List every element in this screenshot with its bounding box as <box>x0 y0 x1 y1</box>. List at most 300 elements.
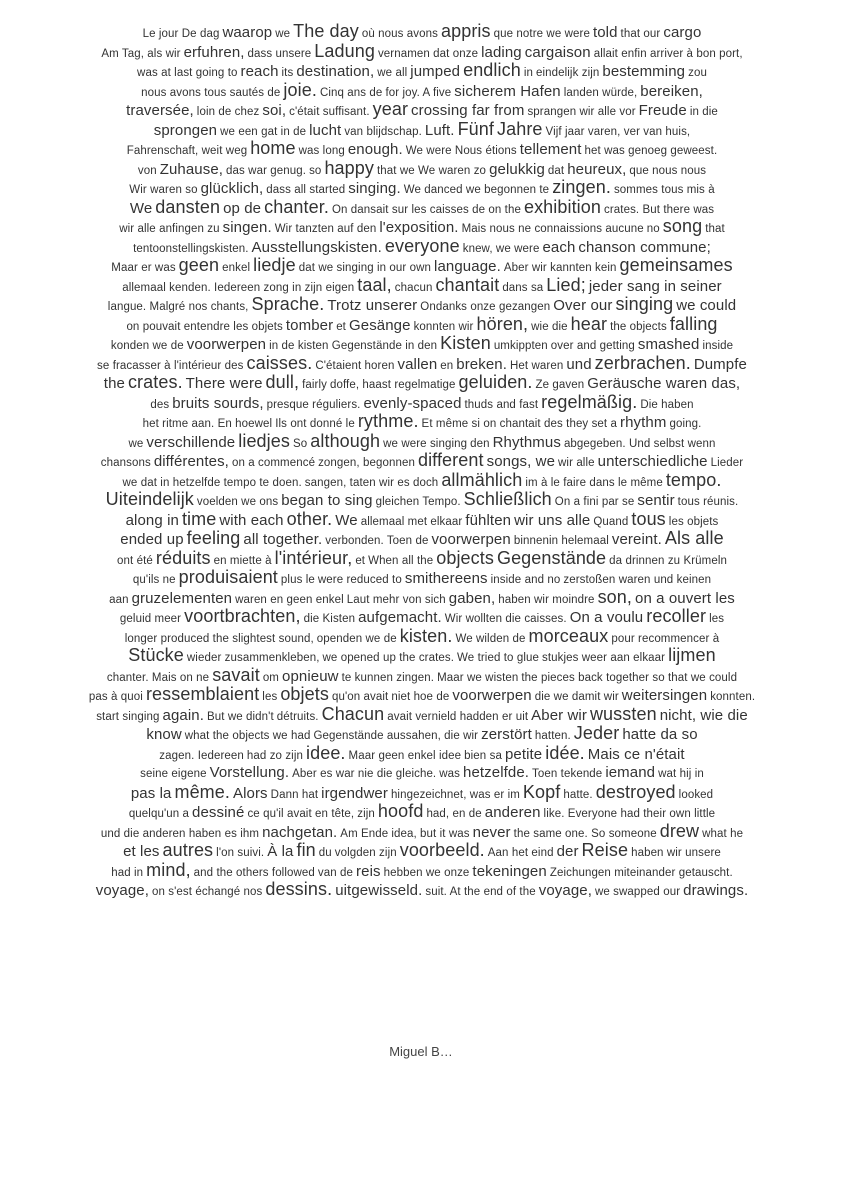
poem-phrase: son, <box>597 586 632 607</box>
poem-phrase: told <box>592 24 618 41</box>
poem-phrase: vereint. <box>611 531 662 548</box>
poem-phrase: On a fini par se <box>554 496 635 508</box>
poem-line <box>44 120 800 140</box>
poem-phrase: ressemblaient <box>145 684 260 704</box>
poem-phrase: language. <box>434 258 501 275</box>
poem-phrase: idée. <box>545 742 585 763</box>
poem-phrase: ce qu'il avait en tête, <box>247 808 355 820</box>
poem-phrase: that our <box>620 28 661 40</box>
poem-phrase: glücklich, <box>200 180 264 197</box>
poem-phrase: Aber wir <box>531 706 587 724</box>
poem-phrase: où nous avons <box>361 28 438 40</box>
poem-phrase: everyone <box>384 235 460 256</box>
poem-phrase: for joy. A five <box>385 86 452 99</box>
poem-phrase: crates. But there was <box>604 203 715 216</box>
poem-phrase: zou <box>688 67 707 79</box>
poem-phrase: sommes tous mis à <box>613 184 715 196</box>
poem-line <box>44 256 800 276</box>
poem-line <box>44 880 800 900</box>
poem-line <box>44 685 800 705</box>
poem-phrase: we een gat in de <box>220 125 307 138</box>
poem-phrase: ended up <box>120 531 184 548</box>
poem-phrase: When all the <box>368 554 434 567</box>
poem-phrase: enough. <box>347 141 403 158</box>
poem-phrase: Gegenstände <box>496 547 607 568</box>
poem-phrase: bien sa <box>464 749 502 762</box>
poem-line <box>44 510 800 530</box>
poem-phrase: l'on suivi. <box>216 847 265 859</box>
poem-line <box>44 822 800 842</box>
poem-phrase: et <box>336 320 346 333</box>
poem-phrase: breken. <box>456 355 507 373</box>
poem-phrase: niet hoe de <box>391 691 450 703</box>
poem-phrase: les <box>709 613 725 625</box>
poem-phrase: Over our <box>553 297 613 314</box>
poem-phrase: geluiden. <box>458 372 533 392</box>
poem-line <box>44 42 800 62</box>
poem-phrase: So <box>292 437 308 450</box>
poem-phrase: Maar we wisten <box>437 671 519 684</box>
poem-phrase: wat hij in <box>658 768 704 780</box>
poem-phrase: song <box>662 216 703 236</box>
poem-line <box>44 607 800 627</box>
poem-phrase: reis <box>356 862 381 880</box>
poem-line <box>44 744 800 764</box>
poem-phrase: liedje <box>253 255 296 275</box>
poem-phrase: objets <box>280 684 329 704</box>
poem-phrase: anderen <box>484 804 541 821</box>
poem-phrase: openden we de <box>316 632 397 645</box>
poem-phrase: what the objects we had <box>184 730 311 742</box>
poem-phrase: mind, <box>146 859 191 880</box>
poem-phrase: heureux, <box>567 160 627 178</box>
poem-phrase: Ondanks onze gezangen <box>420 301 551 313</box>
poem-phrase: soi, <box>262 102 287 119</box>
poem-phrase: with each <box>219 511 284 529</box>
poem-phrase: we could <box>676 297 737 314</box>
poem-phrase: Ladung <box>314 40 375 61</box>
poem-phrase: van blijdschap. <box>344 125 422 138</box>
poem-phrase: des <box>150 398 170 411</box>
poem-phrase: that <box>705 223 725 235</box>
poem-phrase: bestemming <box>602 63 686 80</box>
poem-phrase: wussten <box>589 703 657 724</box>
poem-phrase: on a ouvert les <box>635 589 735 607</box>
poem-phrase: autres <box>162 840 214 860</box>
poem-phrase: that we We waren zo <box>376 164 487 177</box>
poem-phrase: von <box>137 164 157 177</box>
poem-phrase: chanter. <box>264 196 329 217</box>
poem-line <box>44 237 800 257</box>
poem-phrase: zerbrachen. <box>594 352 691 373</box>
poem-phrase: Gegenstände aussahen, die wir <box>313 730 479 742</box>
poem-phrase: on s'est échangé nos <box>152 886 263 898</box>
poem-phrase: Vijf jaar varen, ver van huis, <box>545 125 691 138</box>
poem-phrase: Als alle <box>664 528 724 548</box>
poem-phrase: longer produced the slightest sound, <box>124 632 314 645</box>
poem-phrase: qu'on avait <box>331 691 389 703</box>
poem-phrase: smashed <box>637 336 700 353</box>
poem-phrase: the same one. So someone <box>513 827 657 840</box>
poem-phrase: waarop <box>222 24 273 41</box>
poem-phrase: lucht <box>309 121 342 139</box>
poem-line <box>44 705 800 725</box>
poem-phrase: tekeningen <box>472 862 547 880</box>
poem-phrase: waren en geen enkel <box>235 593 344 606</box>
poem-phrase: Am Tag, als wir <box>101 47 181 60</box>
poem-phrase: Jeder <box>573 723 620 743</box>
poem-phrase: dat <box>547 164 565 177</box>
poem-phrase: so <box>309 164 322 177</box>
poem-phrase: idee. <box>306 742 346 763</box>
poem-line <box>44 295 800 315</box>
poem-phrase: zongen, begonnen <box>318 457 415 469</box>
poem-phrase: rythme. <box>357 411 419 431</box>
poem-phrase: tous <box>631 508 666 529</box>
poem-phrase: wir alle <box>558 457 595 469</box>
poem-phrase: petite <box>504 745 543 763</box>
poem-line <box>44 451 800 471</box>
poem-phrase: On dansait sur les caisses de on the <box>331 203 521 216</box>
poem-phrase: But we didn't <box>206 710 274 723</box>
poem-line <box>44 334 800 354</box>
poem-phrase: dansten <box>155 196 221 217</box>
poem-phrase: Et même si on chantait des they set a <box>421 418 618 430</box>
poem-phrase: gleichen Tempo. <box>375 496 461 508</box>
poem-phrase: allemaal met elkaar <box>360 515 463 528</box>
poem-phrase: over and getting <box>550 340 635 352</box>
poem-phrase: Mais nous ne connaissions aucune <box>461 223 644 235</box>
poem-line <box>44 666 800 686</box>
poem-phrase: joie. <box>283 79 317 100</box>
poem-phrase: avait vernield hadden er uit <box>387 710 529 723</box>
poem-phrase: smithereens <box>404 570 488 587</box>
poem-phrase: vernamen dat onze <box>377 47 479 60</box>
poem-phrase: die Kisten <box>303 613 356 625</box>
poem-phrase: songs, we <box>486 453 556 470</box>
poem-phrase: drawings. <box>683 882 749 899</box>
poem-phrase: zagen. Iedereen <box>159 749 244 762</box>
poem-phrase: Schließlich <box>463 489 552 509</box>
poem-phrase: had zo zijn <box>246 749 303 762</box>
poem-phrase: l'intérieur, <box>274 547 353 568</box>
poem-line <box>44 315 800 335</box>
poem-phrase: Le jour De dag <box>142 28 220 40</box>
poem-phrase: iemand <box>605 764 656 781</box>
poem-phrase: tempo. <box>665 469 722 490</box>
poem-phrase: uitgewisseld. <box>335 882 423 899</box>
poem-phrase: caisses. <box>246 352 313 373</box>
poem-phrase: inside and no <box>490 574 561 586</box>
poem-phrase: aan <box>109 593 129 606</box>
poem-phrase: voorwerpen <box>186 336 267 353</box>
poem-phrase: opnieuw <box>282 667 339 685</box>
poem-phrase: each <box>542 238 576 256</box>
poem-phrase: plus le <box>280 574 315 586</box>
poem-phrase: enkel <box>222 262 251 274</box>
poem-phrase: singing <box>615 294 674 314</box>
poem-phrase: on pouvait entendre les objets <box>126 320 283 333</box>
poem-phrase: nachgetan. <box>262 823 338 841</box>
poem-phrase: tentoonstellingskisten. <box>133 242 249 255</box>
poem-phrase: destination, <box>296 63 375 80</box>
poem-phrase: Luft. <box>424 121 455 139</box>
poem-phrase: het was genoeg geweest. <box>584 145 718 157</box>
poem-phrase: Cinq ans de <box>319 86 383 99</box>
poem-phrase: Fünf <box>457 118 494 139</box>
poem-phrase: We <box>335 511 358 529</box>
poem-phrase: year <box>372 99 409 119</box>
poem-phrase: konnten. <box>710 691 756 703</box>
poem-phrase: l'exposition. <box>379 219 459 236</box>
poem-line <box>44 354 800 374</box>
poem-phrase: knew, we were <box>462 242 540 255</box>
poem-phrase: morceaux <box>528 625 609 646</box>
poem-phrase: wir alle anfingen zu <box>119 223 220 235</box>
poem-phrase: destroyed <box>595 781 676 802</box>
poem-phrase: chacun <box>394 281 433 294</box>
poem-phrase: sprangen wir alle vor <box>527 106 636 118</box>
poem-phrase: the <box>103 375 125 392</box>
poem-phrase: Aber es war nie die gleiche. <box>292 768 437 780</box>
poem-phrase: we were singing <box>383 437 468 450</box>
poem-phrase: dass unsere <box>247 47 312 60</box>
poem-phrase: singing. <box>348 180 401 197</box>
poem-phrase: regelmäßig. <box>541 391 638 412</box>
poem-phrase: hear <box>570 313 608 334</box>
poem-phrase: was at last going to <box>137 67 238 79</box>
poem-phrase: quelqu'un a <box>128 808 190 820</box>
poem-phrase: aufgemacht. <box>358 609 442 626</box>
poem-phrase: we all <box>377 67 408 79</box>
poem-phrase: hatte da so <box>622 726 698 743</box>
poem-phrase: umkippten <box>493 340 548 352</box>
poem-phrase: inside <box>702 340 734 352</box>
poem-line <box>44 627 800 647</box>
poem-phrase: sentir <box>637 492 675 509</box>
poem-phrase: hingezeichnet, was er im <box>390 788 520 801</box>
poem-phrase: Toen tekende <box>532 768 603 780</box>
poem-phrase: zerstoßen waren und keinen <box>563 574 712 586</box>
poem-phrase: zerstört <box>481 726 532 743</box>
poem-phrase: we dat in hetzelfde tempo te doen. <box>122 476 302 489</box>
poem-phrase: taal, <box>357 274 392 295</box>
poem-phrase: tous réunis. <box>677 496 739 508</box>
poem-phrase: presque réguliers. <box>266 398 361 411</box>
poem-phrase: different <box>417 450 484 470</box>
poem-phrase: We wilden de <box>455 632 526 645</box>
poem-line <box>44 802 800 822</box>
poem-phrase: although <box>310 430 381 451</box>
poem-phrase: voortbrachten, <box>184 606 301 626</box>
poem-phrase: loin de chez <box>196 106 260 118</box>
poem-line <box>44 217 800 237</box>
poem-phrase: jumped <box>410 63 461 80</box>
poem-phrase: pour recommencer à <box>611 632 720 645</box>
poem-phrase: Quand <box>593 515 629 528</box>
poem-phrase: cargo <box>663 24 702 41</box>
poem-phrase: home <box>250 138 296 158</box>
poem-phrase: du <box>318 847 332 859</box>
poem-phrase: qu'ils ne <box>132 574 176 586</box>
poem-phrase: rhythm <box>620 414 667 431</box>
poem-phrase: The day <box>293 21 359 41</box>
poem-phrase: Kisten <box>440 333 491 353</box>
poem-phrase: objects <box>436 547 494 568</box>
poem-line <box>44 159 800 179</box>
poem-phrase: other. <box>286 508 333 529</box>
poem-phrase: hatte. <box>563 788 593 801</box>
poem-phrase: om <box>262 671 279 684</box>
poem-phrase: gaben, <box>448 589 496 607</box>
poem-phrase: Ze gaven <box>535 379 585 391</box>
poem-phrase: unterschiedliche <box>597 453 708 470</box>
poem-phrase: en <box>440 359 454 372</box>
poem-phrase: wie die <box>531 320 568 333</box>
poem-phrase: volgden zijn <box>334 847 397 859</box>
poem-phrase: pas à quoi <box>88 691 143 703</box>
poem-phrase: Freude <box>638 102 687 119</box>
poem-phrase: Am Ende <box>340 827 389 840</box>
poem-phrase: irgendwer <box>321 784 388 802</box>
poem-line <box>44 646 800 666</box>
poem-phrase: À la <box>267 843 294 860</box>
poem-phrase: op de <box>223 199 262 217</box>
poem-phrase: exhibition <box>523 196 602 217</box>
poem-phrase: Wir waren so <box>129 184 198 196</box>
poem-phrase: geluid meer <box>119 613 182 625</box>
poem-phrase: endlich <box>463 60 521 80</box>
poem-phrase: den <box>470 437 490 450</box>
poem-phrase: never <box>472 823 511 841</box>
poem-phrase: happy <box>324 157 374 178</box>
poem-phrase: allait enfin arriver à bon port, <box>593 47 743 60</box>
poem-line <box>44 783 800 803</box>
poem-phrase: réduits <box>155 547 211 568</box>
poem-phrase: das war genug. <box>226 164 307 177</box>
poem-phrase: we <box>275 28 291 40</box>
poem-phrase: Maar geen enkel idee <box>348 749 462 762</box>
poem-phrase: dans sa <box>502 281 544 294</box>
poem-phrase: Trotz unserer <box>327 297 418 314</box>
poem-phrase: had in <box>111 866 144 879</box>
poem-phrase: Dann hat <box>270 788 319 801</box>
poem-phrase: voorbeeld. <box>399 840 485 860</box>
poem-phrase: allmählich <box>441 469 523 490</box>
poem-line <box>44 139 800 159</box>
poem-phrase: wir uns alle <box>514 511 591 529</box>
poem-phrase: fin <box>296 840 316 860</box>
poem-phrase: Zuhause, <box>159 160 224 178</box>
poem-phrase: Die haben <box>640 398 694 411</box>
poem-phrase: liedjes <box>238 430 290 451</box>
poem-phrase: Jahre <box>497 118 543 139</box>
poem-phrase: We tried to glue <box>457 652 539 664</box>
poem-line <box>44 22 800 42</box>
poem-phrase: Zeichungen miteinander getauscht. <box>549 866 733 879</box>
poem-phrase: suit. At the end of the <box>425 886 536 898</box>
poem-phrase: Ils ont donné le <box>275 418 355 430</box>
poem-phrase: gruzelementen <box>131 589 233 607</box>
poem-phrase: Het waren <box>510 359 564 372</box>
poem-line <box>44 490 800 510</box>
poem-phrase: On a voulu <box>569 609 644 626</box>
poem-phrase: falling <box>669 313 718 334</box>
poem-phrase: Gesänge <box>348 316 411 334</box>
poem-phrase: Stücke <box>128 645 184 665</box>
poem-phrase: Aan het eind <box>487 847 554 859</box>
poem-phrase: in <box>523 67 533 79</box>
poem-phrase: thuds and fast <box>464 398 539 411</box>
poem-line <box>44 432 800 452</box>
poem-phrase: Toen de <box>386 535 429 547</box>
poem-phrase: We <box>129 199 153 217</box>
poem-phrase: Dumpfe <box>693 355 747 373</box>
poem-line <box>44 198 800 218</box>
poem-phrase: hetzelfde. <box>463 764 530 781</box>
poem-phrase: were reduced to <box>317 574 402 586</box>
poem-phrase: produisaient <box>178 567 278 587</box>
poem-phrase: crossing far from <box>411 102 525 119</box>
poem-phrase: gelukkig <box>489 160 545 178</box>
poem-line <box>44 549 800 569</box>
poem-phrase: van de <box>317 866 354 879</box>
poem-phrase: même. <box>174 781 230 802</box>
poem-phrase: erfuhren, <box>183 43 245 61</box>
poem-phrase: landen würde, <box>563 86 638 99</box>
poem-line <box>44 471 800 491</box>
poem-phrase: Sprache. <box>251 294 325 314</box>
poem-phrase: Chacun <box>321 703 385 724</box>
poem-phrase: lading <box>481 43 522 61</box>
poem-phrase: voyage, <box>538 882 592 899</box>
poem-line <box>44 588 800 608</box>
word-cloud-poem <box>44 22 800 900</box>
poem-phrase: hatten. <box>534 730 571 742</box>
poem-phrase: Laut mehr von sich <box>346 593 446 606</box>
poem-phrase: Lied; <box>546 274 586 295</box>
poem-phrase: There were <box>185 375 263 392</box>
poem-phrase: vallen <box>397 355 438 373</box>
poem-line <box>44 276 800 296</box>
poem-phrase: het ritme aan. En hoewel <box>142 418 273 430</box>
poem-phrase: we opened up the crates. <box>322 652 455 664</box>
poem-phrase: Kopf <box>522 781 561 802</box>
poem-phrase: zijn <box>357 808 375 820</box>
poem-phrase: da drinnen zu Krümeln <box>609 554 727 567</box>
poem-line <box>44 529 800 549</box>
poem-phrase: Vorstellung. <box>209 764 290 781</box>
poem-phrase: der <box>556 843 579 860</box>
poem-phrase: verschillende <box>146 433 236 451</box>
poem-phrase: langue. Malgré nos chants, <box>107 301 249 313</box>
poem-phrase: we <box>128 437 144 450</box>
poem-phrase: Geräusche waren das, <box>587 375 741 392</box>
poem-phrase: traversée, <box>126 102 194 119</box>
poem-phrase: voelden we ons <box>196 496 279 508</box>
poem-phrase: the objects <box>610 320 667 333</box>
poem-line <box>44 178 800 198</box>
poem-phrase: idea, but it was <box>391 827 470 840</box>
poem-phrase: pas la <box>130 784 172 802</box>
poem-phrase: hören, <box>476 313 529 334</box>
poem-phrase: Ausstellungskisten. <box>251 238 382 256</box>
poem-phrase: Alors <box>232 784 268 802</box>
poem-phrase: chansons <box>100 457 151 469</box>
poem-phrase: jeder sang in seiner <box>588 277 722 295</box>
poem-phrase: was <box>439 768 460 780</box>
author-signature: Miguel B… <box>389 1044 453 1059</box>
